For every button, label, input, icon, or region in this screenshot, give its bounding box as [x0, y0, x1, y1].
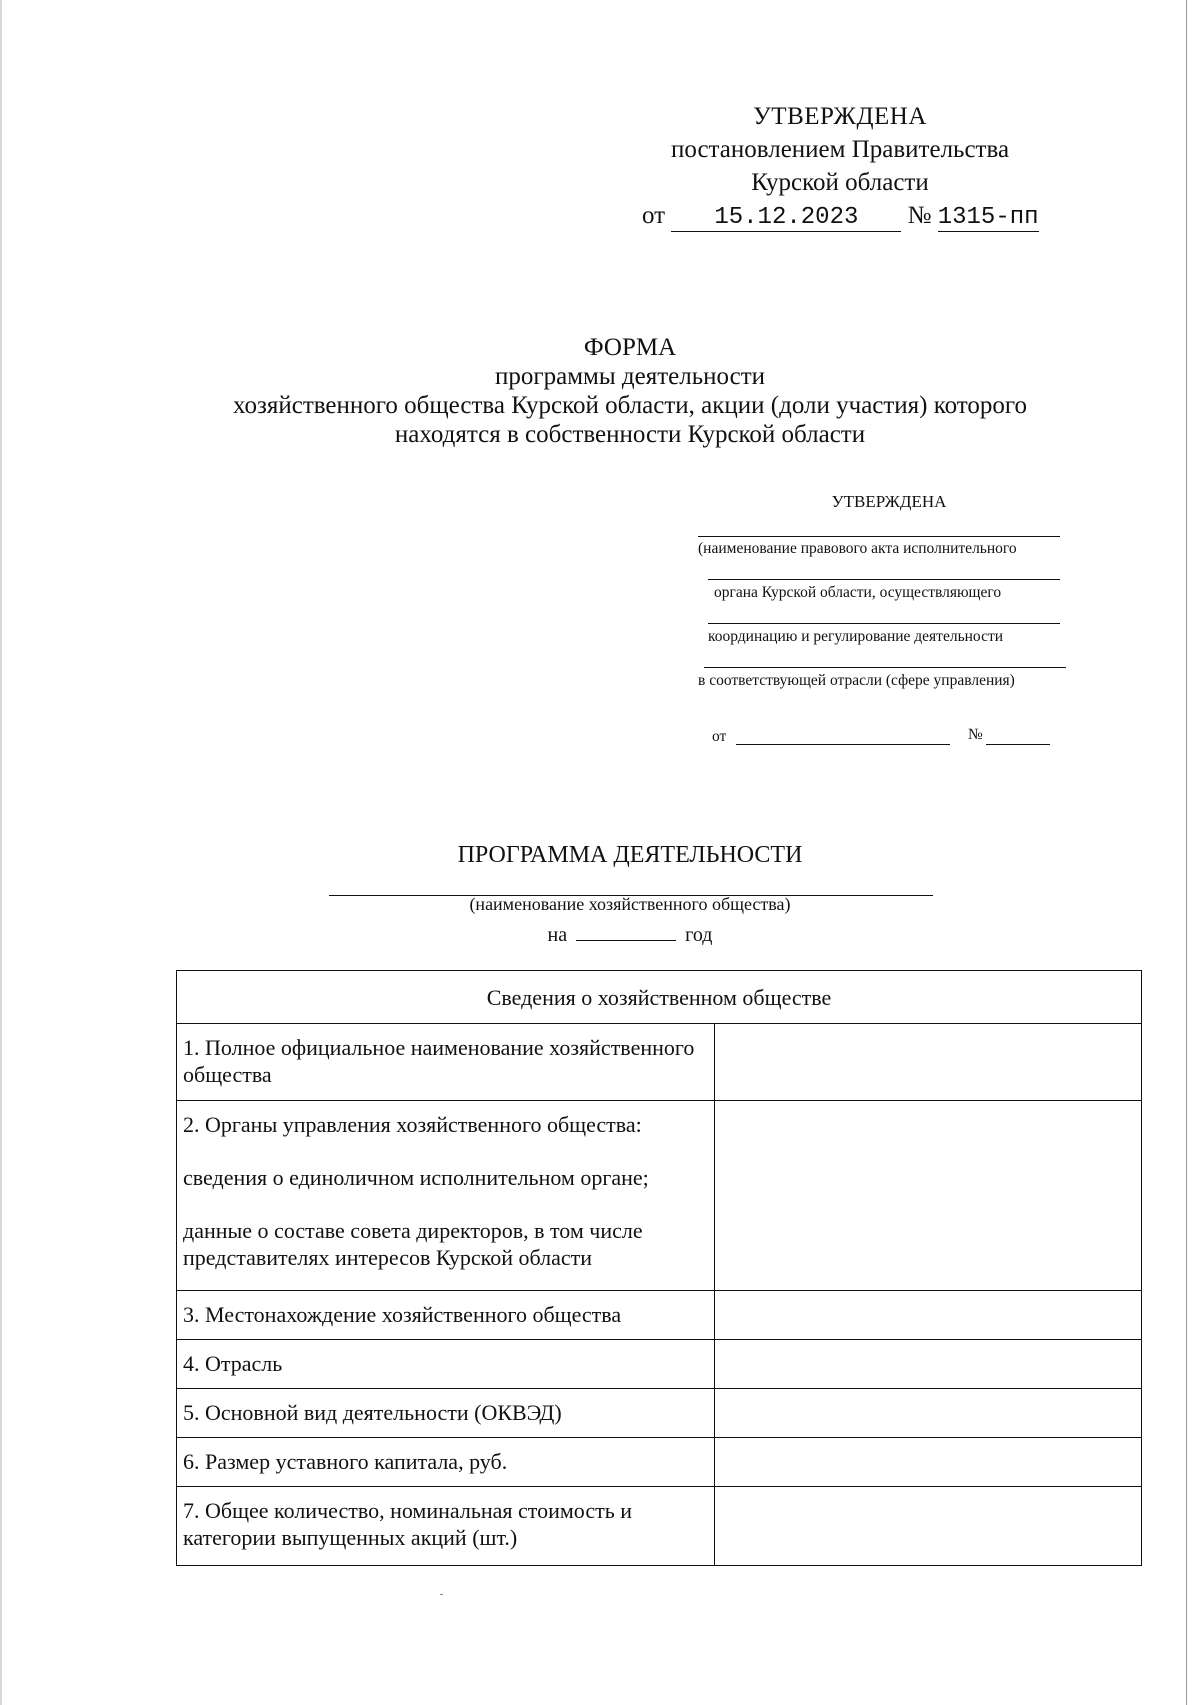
program-year-line [300, 922, 960, 947]
table-row [177, 1438, 1142, 1487]
approval-date-prefix: от [642, 202, 666, 229]
table-row [177, 1024, 1142, 1101]
approval-date: 15.12.2023 [671, 205, 901, 232]
blank-line-1 [698, 536, 1060, 537]
table-row-value [714, 1389, 1141, 1438]
program-title: ПРОГРАММА ДЕЯТЕЛЬНОСТИ [457, 842, 803, 868]
blank-line-3 [708, 623, 1060, 624]
inner-caption-3: координацию и регулирование деятельности [708, 628, 1004, 645]
inner-date-blank [736, 744, 950, 745]
table-row-label [177, 1101, 715, 1291]
table-row-text: 3. Местонахождение хозяйственного общества [183, 1302, 622, 1327]
approval-line-2: Курской области [751, 169, 929, 196]
form-title: ФОРМА [583, 334, 677, 361]
inner-date-prefix: от [712, 728, 727, 745]
table-row-text: данные о составе совета директоров, в том числе представителях интересов Курской области [183, 1218, 643, 1270]
table-row-text: 5. Основной вид деятельности (ОКВЭД) [183, 1400, 562, 1425]
approval-number-prefix: № [907, 202, 932, 229]
table-row-label [177, 1389, 715, 1438]
blank-line-4 [704, 667, 1066, 668]
form-heading-line-3: находятся в собственности Курской области [394, 421, 866, 448]
table-row [177, 1101, 1142, 1291]
approval-line-1: постановлением Правительства [670, 136, 1010, 163]
table-header-row [177, 971, 1142, 1024]
table-row-value [714, 1291, 1141, 1340]
table-row [177, 1340, 1142, 1389]
table-row-label [177, 1340, 715, 1389]
approval-number: 1315-пп [937, 204, 1039, 231]
table-row-label [177, 1291, 715, 1340]
table-row-value [714, 1024, 1141, 1101]
table-row-text: 4. Отрасль [183, 1351, 283, 1376]
inner-caption-4: в соответствующей отрасли (сфере управления) [698, 672, 1015, 689]
inner-caption-1: (наименование правового акта исполнительного [698, 540, 1017, 557]
inner-caption-2: органа Курской области, осуществляющего [714, 584, 1002, 601]
inner-number-blank [986, 744, 1050, 745]
table-row [177, 1487, 1142, 1566]
program-year-blank [576, 922, 676, 941]
table-row-label [177, 1438, 715, 1487]
blank-line-2 [708, 579, 1060, 580]
table-row-value [714, 1340, 1141, 1389]
table-row-text: 2. Органы управления хозяйственного общества: [183, 1112, 642, 1137]
table-row-text: 6. Размер уставного капитала, руб. [183, 1449, 508, 1474]
program-year-prefix: на [547, 924, 568, 946]
inner-approval-title: УТВЕРЖДЕНА [831, 492, 947, 511]
approval-dateline [600, 199, 1080, 232]
table-row [177, 1291, 1142, 1340]
scan-edge-right [1186, 0, 1187, 1705]
program-name-caption: (наименование хозяйственного общества) [469, 894, 791, 914]
program-year-suffix: год [685, 924, 713, 946]
table-row-text: 1. Полное официальное наименование хозяйственного общества [183, 1035, 695, 1087]
approval-block [600, 100, 1080, 232]
table-row-value [714, 1487, 1141, 1566]
table-row-label [177, 1487, 715, 1566]
table-row-value [714, 1101, 1141, 1291]
table-header: Сведения о хозяйственном обществе [177, 971, 1142, 1024]
approval-title: УТВЕРЖДЕНА [753, 103, 927, 130]
company-info-table [176, 970, 1142, 1566]
form-heading [100, 333, 1160, 449]
inner-number-prefix: № [968, 726, 983, 743]
form-heading-line-2: хозяйственного общества Курской области, акции (доли участия) которого [232, 392, 1028, 419]
table-row-text: сведения о единоличном исполнительном органе; [183, 1165, 649, 1190]
form-heading-line-1: программы деятельности [494, 363, 766, 390]
scan-edge-left [0, 0, 2, 1705]
table-row [177, 1389, 1142, 1438]
scan-speck [440, 1594, 443, 1595]
table-row-value [714, 1438, 1141, 1487]
table-row-text: 7. Общее количество, номинальная стоимость и категории выпущенных акций (шт.) [183, 1498, 633, 1550]
table-row-label [177, 1024, 715, 1101]
